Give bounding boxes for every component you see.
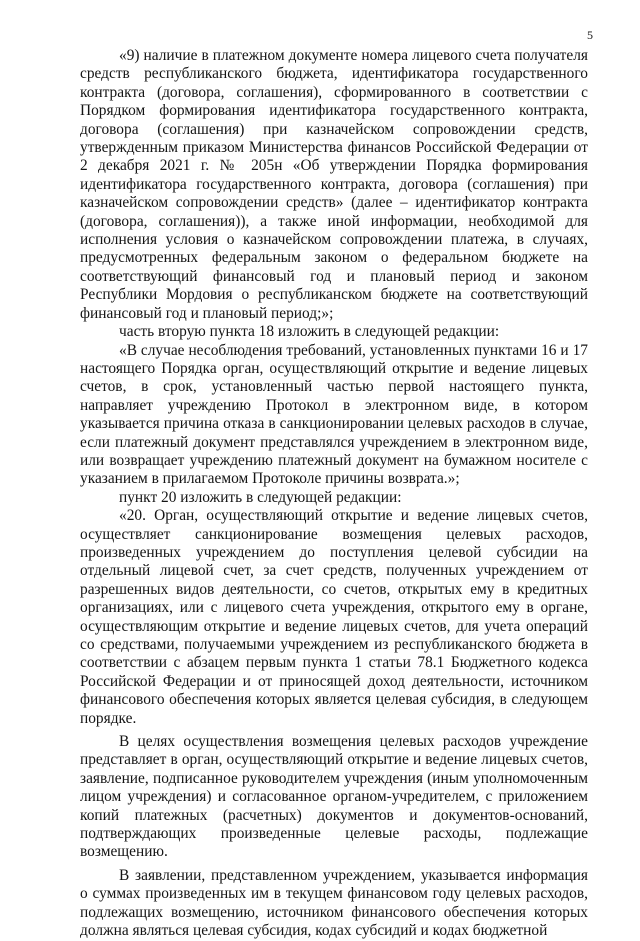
paragraph-point-18-text: «В случае несоблюдения требований, установленных пунктами 16 и 17 настоящего Порядка орган, осуществляющий открытие и ведение лицевых счетов, в срок, установленный частью первой настоящего пункта, направляет учреждению Протокол в электронном виде, в котором указывается причина отказа в санкционировании целевых расходов в случае, если платежный документ представлялся учреждением в электронном виде, или возвращает учреждению платежный документ на бумажном носителе с указанием в прилагаемом Протоколе причины возврата.»; <box>80 341 588 488</box>
paragraph-point-20-text: «20. Орган, осуществляющий открытие и ведение лицевых счетов, осуществляет санкционирование возмещения целевых расходов, произведенных учреждением до поступления целевой субсидии на отдельный лицевой счет, за счет средств, полученных учреждением от разрешенных видов деятельности, со счетов, открытых ему в кредитных организациях, или с лицевого счета учреждения, открытого ему в органе, осуществляющим открытие и ведение лицевых счетов, для учета операций со средствами, получаемыми учреждением из республиканского бюджета в соответствии с абзацем первым пункта 1 статьи 78.1 Бюджетного кодекса Российской Федерации и от приносящей доход деятельности, источником финансового обеспечения которых является целевая субсидия, в следующем порядке. <box>80 507 588 727</box>
document-body <box>80 47 588 941</box>
paragraph-item-9: «9) наличие в платежном документе номера лицевого счета получателя средств республиканского бюджета, идентификатора государственного контракта (договора, соглашения), сформированного в соответствии с Порядком формирования идентификатора государственного контракта, договора (соглашения) при казначейском сопровождении средств, утвержденным приказом Министерства финансов Российской Федерации от 2 декабря 2021 г. № 205н «Об утверждении Порядка формирования идентификатора государственного контракта, договора (соглашения) при казначейском сопровождении средств» (далее – идентификатор контракта (договора, соглашения)), а также иной информации, необходимой для исполнения условия о казначейском сопровождении платежа, в случаях, предусмотренных федеральным законом о федеральном бюджете на соответствующий финансовый год и плановый период и законом Республики Мордовия о республиканском бюджете на соответствующий финансовый год и плановый период;»; <box>80 47 588 322</box>
paragraph-reimbursement-procedure: В целях осуществления возмещения целевых расходов учреждение представляет в орган, осуществляющий открытие и ведение лицевых счетов, заявление, подписанное руководителем учреждения (иным уполномоченным лицом учреждения) и согласованное органом-учредителем, с приложением копий платежных (расчетных) документов и документов-оснований, подтверждающих произведенные целевые расходы, подлежащие возмещению. <box>80 733 588 861</box>
page-number: 5 <box>587 28 593 42</box>
paragraph-instruction-point-18: часть вторую пункта 18 изложить в следующей редакции: <box>119 323 500 341</box>
paragraph-application-content: В заявлении, представленном учреждением, указывается информация о суммах произведенных им в текущем финансовом году целевых расходов, подлежащих возмещению, источником финансового обеспечения которых должна являться целевая субсидия, кодах субсидий и кодах бюджетной <box>80 866 588 940</box>
paragraph-instruction-point-20: пункт 20 изложить в следующей редакции: <box>119 488 402 506</box>
